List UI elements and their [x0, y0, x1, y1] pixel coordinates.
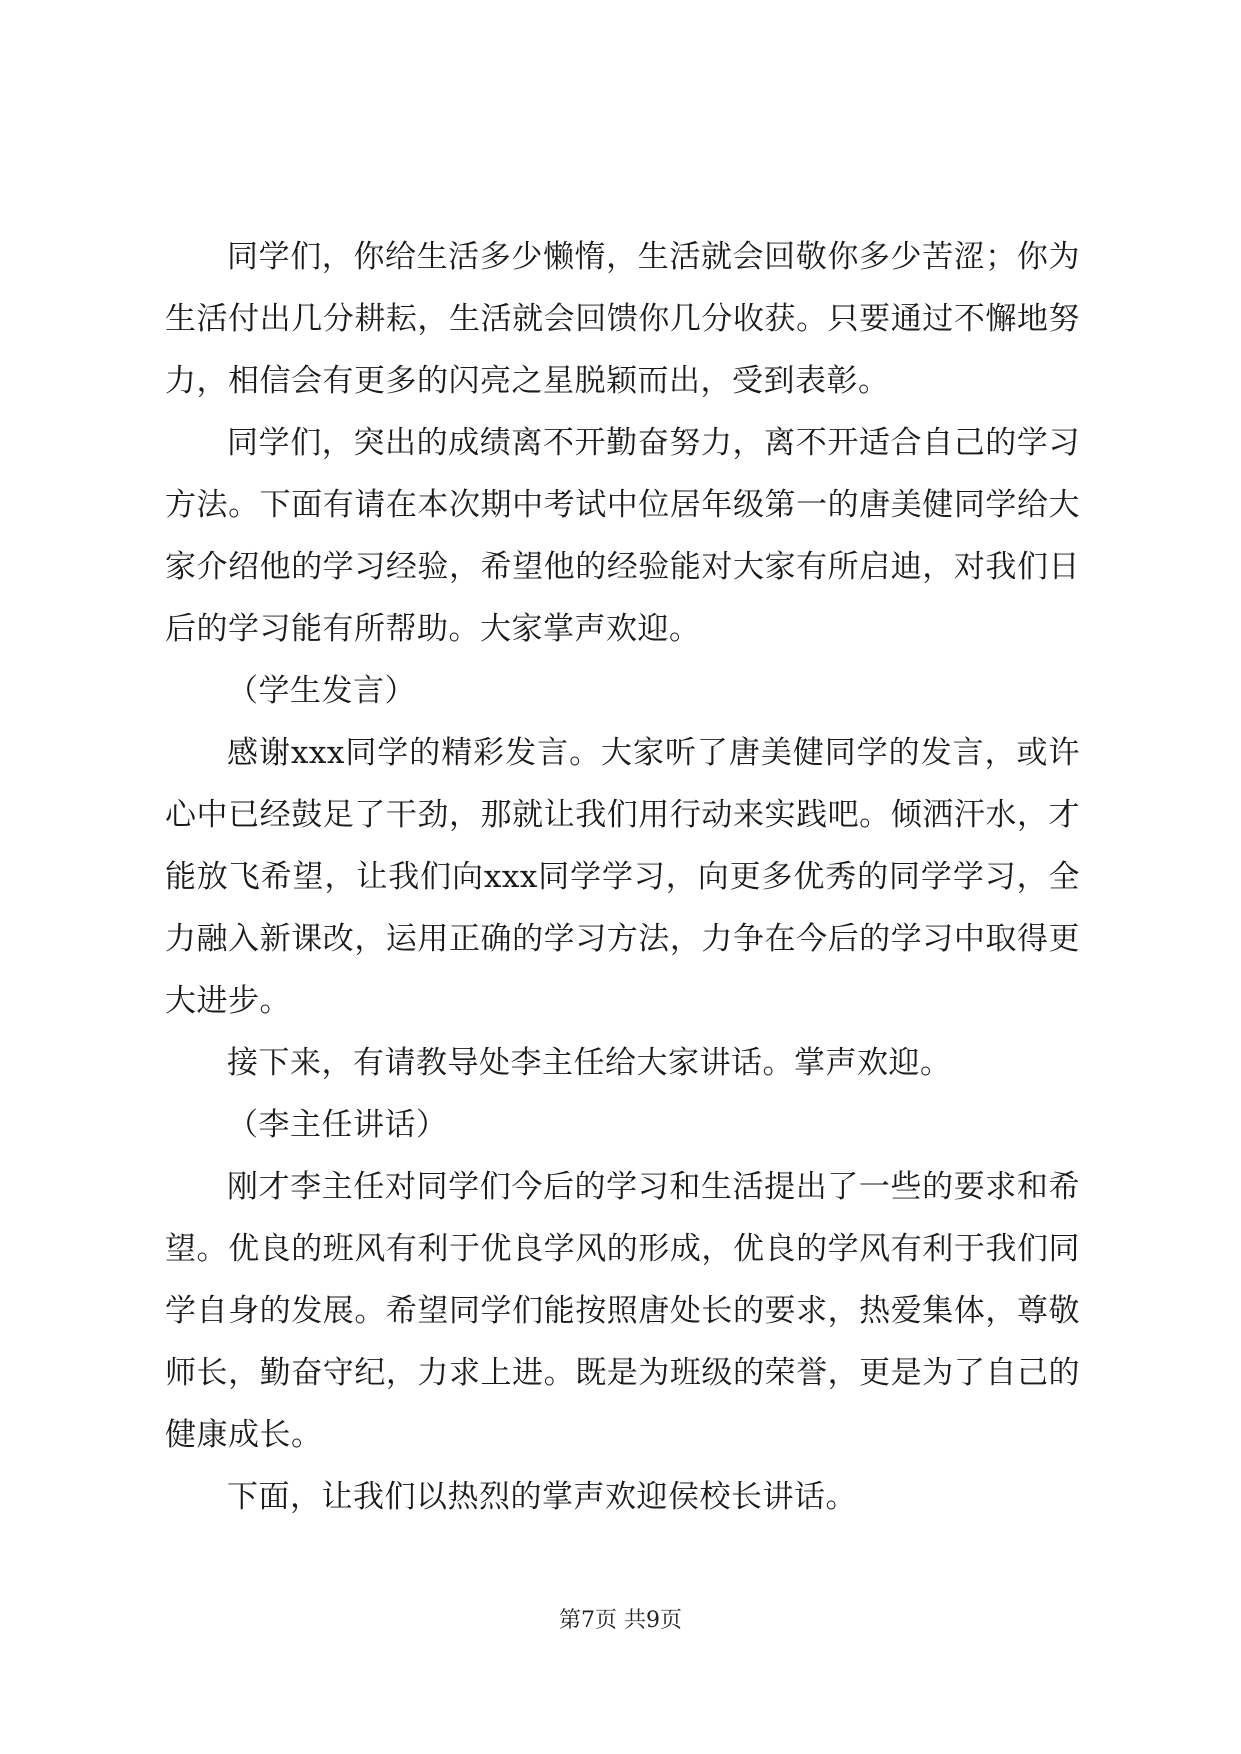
page-footer: 第7页 共9页	[559, 1608, 682, 1633]
paragraph: （李主任讲话）	[227, 1107, 448, 1143]
paragraph: 同学们，你给生活多少懒惰，生活就会回敬你多少苦涩；你为生活付出几分耕耘，生活就会回馈你几分收获。只要通过不懈地努力，相信会有更多的闪亮之星脱颖而出，受到表彰。	[165, 239, 1080, 399]
paragraph: 接下来，有请教导处李主任给大家讲话。掌声欢迎。	[227, 1045, 952, 1081]
paragraph: 刚才李主任对同学们今后的学习和生活提出了一些的要求和希望。优良的班风有利于优良学风的形成，优良的学风有利于我们同学自身的发展。希望同学们能按照唐处长的要求，热爱集体，尊敬师长，勤奋守纪，力求上进。既是为班级的荣誉，更是为了自己的健康成长。	[165, 1169, 1080, 1453]
document-body	[165, 226, 1080, 1528]
paragraph: 下面，让我们以热烈的掌声欢迎侯校长讲话。	[227, 1479, 857, 1515]
paragraph: 感谢xxx同学的精彩发言。大家听了唐美健同学的发言，或许心中已经鼓足了干劲，那就让我们用行动来实践吧。倾洒汗水，才能放飞希望，让我们向xxx同学学习，向更多优秀的同学学习，全力融入新课改，运用正确的学习方法，力争在今后的学习中取得更大进步。	[165, 735, 1080, 1019]
paragraph: （学生发言）	[227, 673, 416, 709]
paragraph: 同学们，突出的成绩离不开勤奋努力，离不开适合自己的学习方法。下面有请在本次期中考试中位居年级第一的唐美健同学给大家介绍他的学习经验，希望他的经验能对大家有所启迪，对我们日后的学习能有所帮助。大家掌声欢迎。	[165, 425, 1080, 647]
